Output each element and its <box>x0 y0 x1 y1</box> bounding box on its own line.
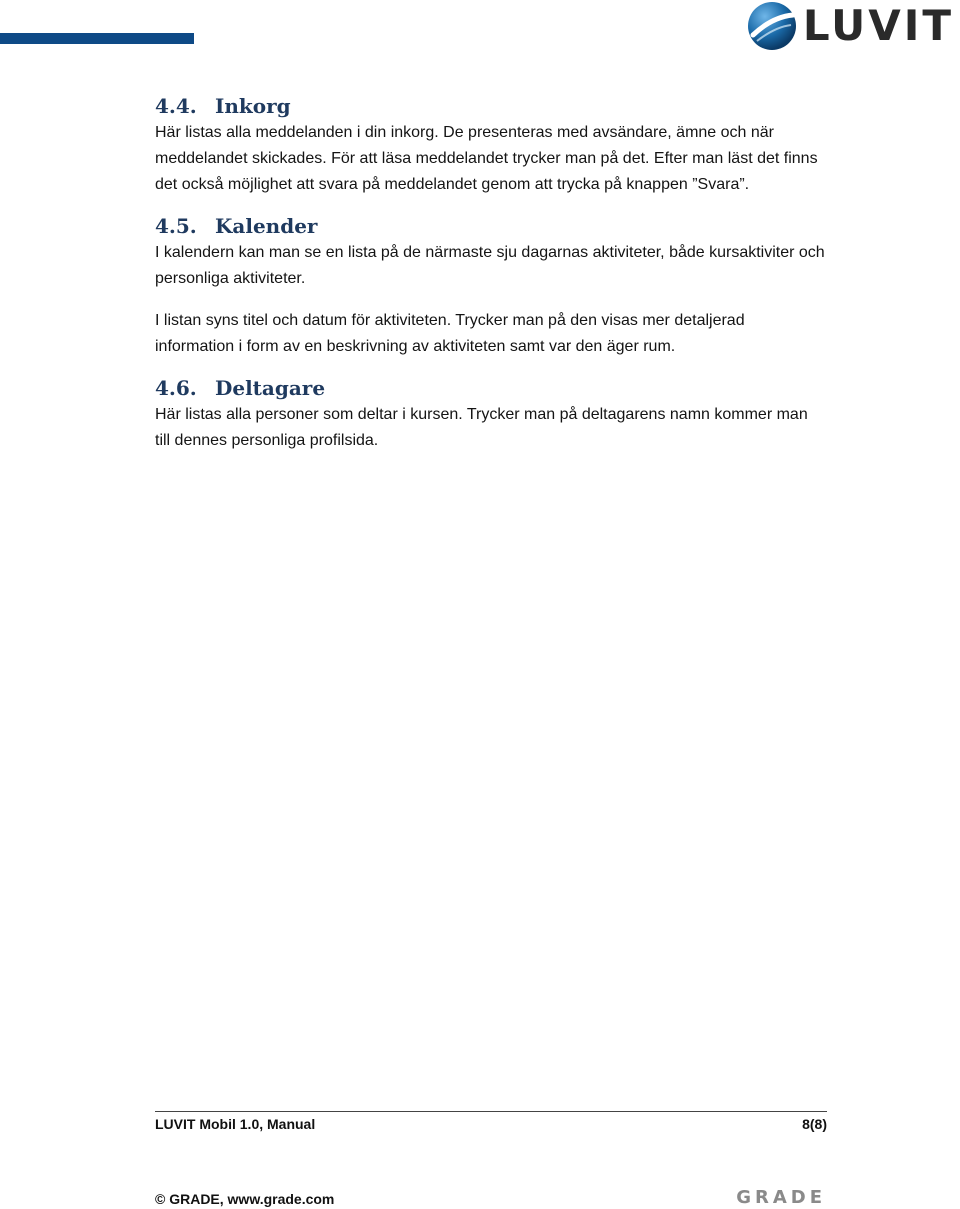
section-inkorg <box>155 92 827 198</box>
paragraph: Här listas alla meddelanden i din inkorg. De presenteras med avsändare, ämne och när meddelandet skickades. För att läsa meddelandet trycker man på det. Efter man läst det finns det också möjlighet att svara på meddelandet genom att trycka på knappen ”Svara”. <box>155 124 818 193</box>
footer-doc-title: LUVIT Mobil 1.0, Manual <box>155 1116 316 1132</box>
page-number: 8(8) <box>802 1116 827 1132</box>
paragraph: Här listas alla personer som deltar i kursen. Trycker man på deltagarens namn kommer man till dennes personliga profilsida. <box>155 406 808 449</box>
section-heading <box>155 92 827 120</box>
header-accent-bar <box>0 33 194 44</box>
section-number: 4.6. <box>155 376 197 400</box>
grade-logo: GRADE <box>736 1187 826 1208</box>
section-deltagare <box>155 374 827 454</box>
section-title: Kalender <box>215 214 318 238</box>
logo-text: LUVIT <box>802 1 954 50</box>
paragraph: I listan syns titel och datum för aktiviteten. Trycker man på den visas mer detaljerad information i form av en beskrivning av aktiviteten samt var den äger rum. <box>155 312 745 355</box>
section-number: 4.4. <box>155 94 197 118</box>
page-footer <box>155 1111 827 1132</box>
copyright-text: © GRADE, www.grade.com <box>155 1191 335 1207</box>
section-number: 4.5. <box>155 214 197 238</box>
section-title: Deltagare <box>215 376 326 400</box>
section-title: Inkorg <box>215 94 291 118</box>
luvit-logo <box>747 0 954 52</box>
section-heading <box>155 212 827 240</box>
document-body <box>155 92 827 454</box>
luvit-globe-icon <box>747 1 797 51</box>
paragraph: I kalendern kan man se en lista på de närmaste sju dagarnas aktiviteter, både kursaktiviter och personliga aktiviteter. <box>155 244 825 287</box>
section-heading <box>155 374 827 402</box>
section-kalender <box>155 212 827 360</box>
